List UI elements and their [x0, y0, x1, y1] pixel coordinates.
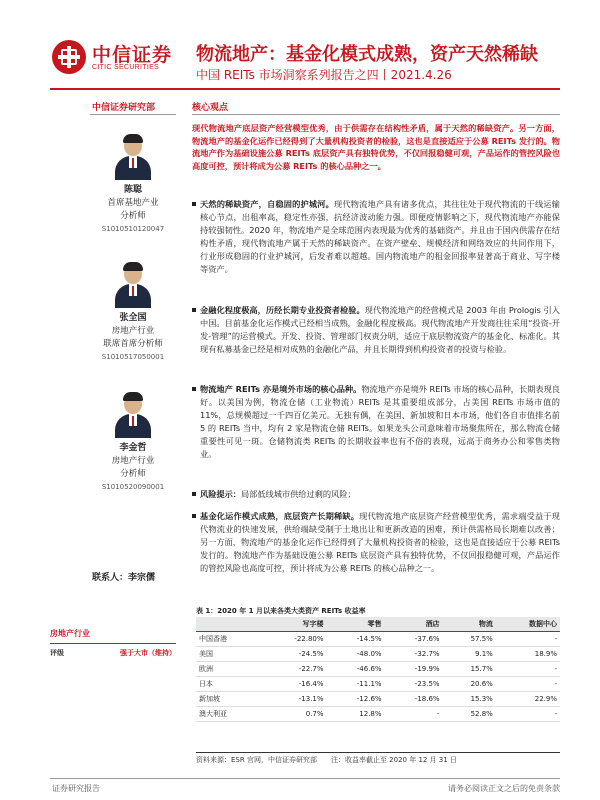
- table-row: [196, 647, 560, 662]
- table-row: [196, 632, 560, 647]
- table-cell: -: [385, 707, 443, 722]
- header-divider: [50, 88, 560, 90]
- rating-value: 强于大市（维持）: [120, 649, 176, 657]
- table-row: [196, 692, 560, 707]
- analyst-code: S1010510120047: [101, 225, 165, 233]
- table-title: 表 1：2020 年 1 月以来各类大类资产 REITs 收益率: [196, 607, 366, 615]
- table-cell: -16.4%: [260, 677, 326, 692]
- industry-rating-row: [50, 644, 176, 658]
- analyst-card: [90, 262, 176, 364]
- table-cell: -11.1%: [327, 677, 385, 692]
- table-cell: -: [496, 677, 560, 692]
- research-dept: 中信证券研究部: [92, 103, 156, 113]
- industry-rating-box: [50, 628, 176, 658]
- table-header-cell: 物流: [443, 617, 496, 632]
- report-header: [0, 0, 600, 92]
- table-header-cell: 数据中心: [496, 617, 560, 632]
- table-cell: -19.9%: [385, 662, 443, 677]
- table-source-note: 资料来源：ESR 官网，中信证券研究部 注：收益率截止至 2020 年 12 月 31 日: [196, 756, 457, 764]
- analyst-card: [90, 134, 176, 236]
- table-header-cell: 酒店: [385, 617, 443, 632]
- table-cell: 美国: [196, 647, 260, 662]
- analyst-photo-icon: [113, 262, 153, 308]
- paragraph-text: 现代物流地产底层资产经营模型优秀，需求端受益于现代物流业的快速发展，供给端缺受制于土地出让和更新改造的困难，预计供需格局长期难以改善；另一方面，物流地产的基金化运作已经得到了大量机构投资者的检验，这也是直接适应于公募 REITs 发行的。物流地产作为基础设施公募 REITs 底层资产具有独特优势，不仅回报稳健可观，产品运作的管控风险也高度可控，预计将成为公募 REITs 的核心品种之一。: [200, 511, 560, 573]
- report-subtitle: 中国 REITs 市场洞察系列报告之四丨2021.4.26: [196, 68, 452, 82]
- table-cell: -24.5%: [260, 647, 326, 662]
- analyst-name: 李金哲: [119, 443, 147, 453]
- bullet-icon: [192, 202, 196, 206]
- returns-table: [196, 617, 560, 722]
- logo-cn-text: 中信证券: [92, 44, 173, 66]
- body-paragraph: [192, 383, 560, 461]
- analyst-name: 陈聪: [123, 185, 142, 195]
- table-cell: 新加坡: [196, 692, 260, 707]
- analyst-name: 张全国: [119, 313, 147, 323]
- table-cell: -22.7%: [260, 662, 326, 677]
- table-cell: 20.6%: [443, 677, 496, 692]
- table-bottom-rule: [196, 752, 560, 753]
- footer-left-text: 证券研究报告: [52, 784, 100, 793]
- paragraph-lead: 风险提示：: [200, 489, 241, 499]
- table-row: [196, 677, 560, 692]
- table-cell: 日本: [196, 677, 260, 692]
- table-cell: -: [496, 662, 560, 677]
- analyst-code: S1010520090001: [101, 483, 165, 491]
- table-header-row: [196, 617, 560, 632]
- analyst-role: 房地产行业: [111, 326, 155, 336]
- core-views-title: 核心观点: [192, 103, 229, 113]
- table-cell: -48.0%: [327, 647, 385, 662]
- table-cell: 15.3%: [443, 692, 496, 707]
- table-cell: -14.5%: [327, 632, 385, 647]
- analyst-role: 首席基地产业: [107, 198, 159, 208]
- paragraph-lead: 物流地产 REITs 亦是境外市场的核心品种。: [200, 384, 362, 394]
- table-cell: 22.9%: [496, 692, 560, 707]
- table-cell: -13.1%: [260, 692, 326, 707]
- footer-divider: [50, 778, 560, 779]
- table-row: [196, 707, 560, 722]
- analyst-role: 房地产行业: [111, 456, 155, 466]
- table-cell: 12.8%: [327, 707, 385, 722]
- analyst-role: 分析师: [120, 469, 146, 479]
- paragraph-text: 现代物流地产具有诸多优点，其往往处于现代物流的干线运输核心节点，出租率高，稳定性亦强，抗经济波动能力强。即便疫情影响之下，现代物流地产亦能保持较强韧性。2020 年，物流地产是全球范围内表现最为优秀的基础资产。并且由于国内供需存在结构性矛盾，现代物流地产属于天然的稀缺资产。在资产壁垒、规模经济和网络效应的共同作用下，行业形成稳固的行业护城河，后发者难以超越。国内物流地产的租金回报率显著高于商业、写字楼等资产。: [200, 199, 560, 274]
- analyst-role: 联席首席分析师: [103, 339, 163, 349]
- footer-disclaimer: 请务必阅读正文之后的免责条款: [448, 784, 560, 793]
- table-cell: 9.1%: [443, 647, 496, 662]
- table-cell: -: [496, 632, 560, 647]
- report-title: 物流地产：基金化模式成熟，资产天然稀缺: [196, 44, 538, 65]
- table-cell: -23.5%: [385, 677, 443, 692]
- table-cell: 中国香港: [196, 632, 260, 647]
- table-cell: -18.6%: [385, 692, 443, 707]
- left-divider: [90, 114, 176, 115]
- industry-title: 房地产行业: [50, 628, 176, 644]
- bullet-icon: [192, 387, 196, 391]
- table-cell: 52.8%: [443, 707, 496, 722]
- contact-person: 联系人：李宗儒: [92, 573, 156, 583]
- paragraph-lead: 基金化运作模式成熟，底层资产长期稀缺。: [200, 511, 360, 521]
- paragraph-lead: 天然的稀缺资产，自稳固的护城河。: [200, 199, 335, 209]
- bullet-icon: [192, 492, 196, 496]
- table-cell: -: [496, 707, 560, 722]
- summary-paragraph: 现代物流地产底层资产经营模型优秀，由于供需存在结构性矛盾，属于天然的稀缺资产。另一方面，物流地产的基金化运作已经得到了大量机构投资者的检验，这也是直接适应于公募 REITs 发行的。物流地产作为基础设施公募 REITs 底层资产具有独特优势，不仅回报稳健可观，产品运作的管控风险也高度可控，预计将成为公募 REITs 的核心品种之一。: [192, 123, 560, 171]
- core-divider: [192, 114, 560, 115]
- analyst-photo-icon: [113, 392, 153, 438]
- table-cell: -12.6%: [327, 692, 385, 707]
- table-header-cell: 零售: [327, 617, 385, 632]
- table-header-cell: 写字楼: [260, 617, 326, 632]
- analyst-photo-icon: [113, 134, 153, 180]
- analyst-code: S1010517050001: [101, 353, 165, 361]
- body-paragraph: [192, 510, 560, 575]
- table-cell: 15.7%: [443, 662, 496, 677]
- table-cell: 0.7%: [260, 707, 326, 722]
- citic-logo-icon: [52, 40, 86, 74]
- table-cell: 57.5%: [443, 632, 496, 647]
- table-cell: -22.80%: [260, 632, 326, 647]
- logo-en-text: CITIC SECURITIES: [92, 64, 160, 71]
- analyst-role: 分析师: [120, 211, 146, 221]
- table-cell: 18.9%: [496, 647, 560, 662]
- paragraph-text: 物流地产亦是境外 REITs 市场的核心品种，长期表现良好。以美国为例，物流仓储（工业物流）REITs 是其重要组成部分，占美国 REITs 市场市值的 11%，总规模超过一千四百亿美元。无独有偶，在美国、新加坡和日本市场，他们各自市值排名前 5 的 REITs 当中，均有 2 家是物流仓储 REITs。如果龙头公司意味着市场聚焦所在，那么物流仓储重要性可见一斑。仓储物流类 REITs 的长期收益率也有不俗的表现，远高于商务办公和零售类物业。: [200, 384, 560, 459]
- bullet-icon: [192, 514, 196, 518]
- table-cell: -46.6%: [327, 662, 385, 677]
- table-cell: -32.7%: [385, 647, 443, 662]
- analyst-card: [90, 392, 176, 494]
- rating-label: 评级: [50, 649, 64, 657]
- paragraph-text: 现代物流地产的经营模式是 2003 年由 Prologis 引入中国。目前基金化运作模式已经相当成熟，金融化程度极高。现代物流地产开发商往往采用“投资-开发-管理”的运营模式。开发、投资、管理部门权责分明，适应于底层物流资产的基金化、标准化。其现有私募基金已经是相对成熟的金融化产品，并且长期得到机构投资者的投资与检验。: [200, 305, 560, 354]
- table-cell: -37.6%: [385, 632, 443, 647]
- table-cell: 欧洲: [196, 662, 260, 677]
- bullet-icon: [192, 308, 196, 312]
- body-paragraph: [192, 198, 560, 276]
- paragraph-lead: 金融化程度极高，历经长期专业投资者检验。: [200, 305, 365, 315]
- table-cell: 澳大利亚: [196, 707, 260, 722]
- table-header-cell: [196, 617, 260, 632]
- table-row: [196, 662, 560, 677]
- risk-paragraph: [192, 488, 560, 501]
- body-paragraph: [192, 304, 560, 356]
- paragraph-text: 局部低线城市供给过剩的风险；: [240, 489, 356, 499]
